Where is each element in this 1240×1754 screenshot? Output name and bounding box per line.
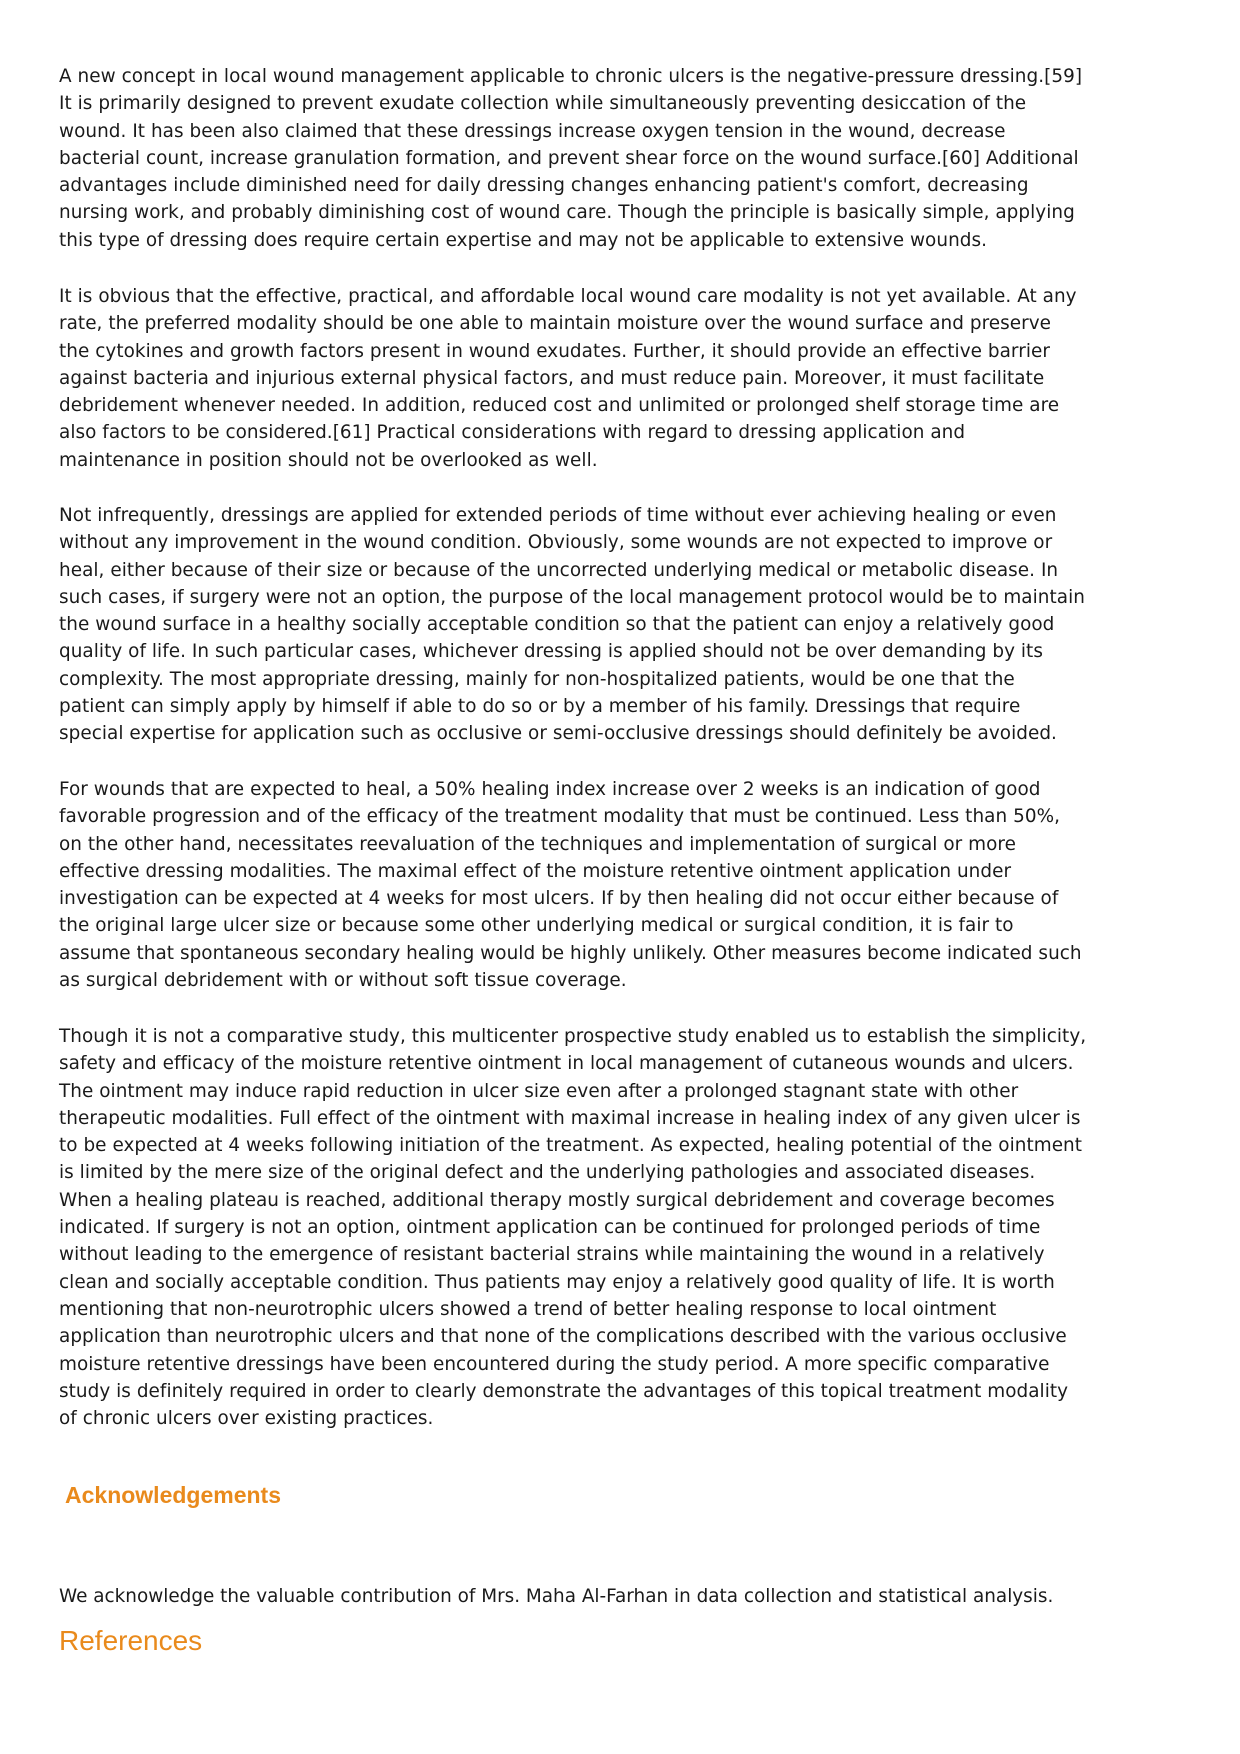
text-line: mentioning that non-neurotrophic ulcers showed a trend of better healing response to local ointment [59, 1298, 997, 1320]
text-line: heal, either because of their size or because of the uncorrected underlying medical or metabolic disease. In [59, 559, 1059, 581]
text-line: A new concept in local wound management applicable to chronic ulcers is the negative-pressure dressing.[59] [59, 66, 1083, 87]
text-line: without any improvement in the wound condition. Obviously, some wounds are not expected to improve or [59, 532, 1053, 554]
text-line: special expertise for application such as occlusive or semi-occlusive dressings should definitely be avoided. [59, 723, 1057, 745]
paragraph-conclusion [59, 1023, 1099, 1432]
text-line: quality of life. In such particular cases, whichever dressing is applied should not be over demanding by its [59, 641, 1043, 663]
text-line: as surgical debridement with or without soft tissue coverage. [59, 970, 627, 992]
text-line: wound. It has been also claimed that these dressings increase oxygen tension in the wound, decrease [59, 120, 1006, 142]
text-line: It is obvious that the effective, practical, and affordable local wound care modality is not yet available. At any [59, 286, 1077, 307]
paragraph-preferred-modality [59, 283, 1099, 474]
text-line: The ointment may induce rapid reduction in ulcer size even after a prolonged stagnant state with other [59, 1080, 1019, 1102]
text-line: For wounds that are expected to heal, a 50% healing index increase over 2 weeks is an indication of good [59, 779, 1041, 800]
text-line: such cases, if surgery were not an option, the purpose of the local management protocol would be to maintain [59, 586, 1085, 608]
text-line: favorable progression and of the efficacy of the treatment modality that must be continued. Less than 50%, [59, 806, 1060, 828]
text-line: clean and socially acceptable condition. Thus patients may enjoy a relatively good quality of life. It is worth [59, 1271, 1055, 1293]
text-line: also factors to be considered.[61] Practical considerations with regard to dressing application and [59, 422, 966, 444]
text-line: is limited by the mere size of the original defect and the underlying pathologies and associated diseases. [59, 1162, 1036, 1184]
text-line: study is definitely required in order to clearly demonstrate the advantages of this topical treatment modality [59, 1380, 1069, 1402]
paragraph-extended-dressings [59, 502, 1099, 748]
text-line: maintenance in position should not be overlooked as well. [59, 449, 598, 471]
text-line: Though it is not a comparative study, this multicenter prospective study enabled us to establish the simplicity, [59, 1026, 1087, 1047]
text-line: the original large ulcer size or because some other underlying medical or surgical condition, it is fair to [59, 915, 1014, 937]
text-line: safety and efficacy of the moisture retentive ointment in local management of cutaneous wounds and ulcers. [59, 1053, 1074, 1075]
acknowledgements-text: We acknowledge the valuable contribution of Mrs. Maha Al-Farhan in data collection and statistical analysis. [59, 1586, 1054, 1607]
text-line: therapeutic modalities. Full effect of the ointment with maximal increase in healing index of any given ulcer is [59, 1107, 1081, 1129]
references-heading: References [59, 1625, 203, 1656]
text-line: effective dressing modalities. The maximal effect of the moisture retentive ointment application under [59, 860, 1012, 882]
text-line: the wound surface in a healthy socially acceptable condition so that the patient can enjoy a relatively good [59, 614, 1055, 636]
text-line: bacterial count, increase granulation formation, and prevent shear force on the wound surface.[60] Additional [59, 147, 1079, 169]
text-line: investigation can be expected at 4 weeks for most ulcers. If by then healing did not occur either because of [59, 888, 1059, 910]
text-line: advantages include diminished need for daily dressing changes enhancing patient's comfort, decreasing [59, 175, 1029, 197]
text-line: on the other hand, necessitates reevaluation of the techniques and implementation of surgical or more [59, 833, 1016, 855]
text-line: this type of dressing does require certain expertise and may not be applicable to extensive wounds. [59, 229, 988, 251]
text-line: rate, the preferred modality should be one able to maintain moisture over the wound surface and preserve [59, 313, 1052, 335]
text-line: the cytokines and growth factors present in wound exudates. Further, it should provide an effective barrier [59, 340, 1050, 362]
text-line: It is primarily designed to prevent exudate collection while simultaneously preventing desiccation of the [59, 93, 1027, 115]
text-line: Not infrequently, dressings are applied for extended periods of time without ever achieving healing or even [59, 505, 1057, 526]
text-line: nursing work, and probably diminishing cost of wound care. Though the principle is basically simple, applying [59, 202, 1075, 224]
acknowledgements-heading: Acknowledgements [65, 1482, 281, 1508]
text-line: against bacteria and injurious external physical factors, and must reduce pain. Moreover, it must facilitate [59, 367, 1045, 389]
text-line: complexity. The most appropriate dressing, mainly for non-hospitalized patients, would be one that the [59, 668, 1015, 690]
text-line: application than neurotrophic ulcers and that none of the complications described with the various occlusive [59, 1326, 1067, 1348]
text-line: to be expected at 4 weeks following initiation of the treatment. As expected, healing potential of the ointment [59, 1135, 1083, 1157]
paragraph-healing-index [59, 776, 1099, 994]
text-line: without leading to the emergence of resistant bacterial strains while maintaining the wound in a relatively [59, 1244, 1045, 1266]
text-line: indicated. If surgery is not an option, ointment application can be continued for prolonged periods of time [59, 1217, 1041, 1239]
text-line: assume that spontaneous secondary healing would be highly unlikely. Other measures become indicated such [59, 942, 1082, 964]
paragraph-negative-pressure-dressing [59, 63, 1099, 254]
text-line: of chronic ulcers over existing practices. [59, 1408, 434, 1430]
text-line: patient can simply apply by himself if able to do so or by a member of his family. Dressings that require [59, 696, 1021, 718]
text-line: When a healing plateau is reached, additional therapy mostly surgical debridement and coverage becomes [59, 1189, 1055, 1211]
text-line: debridement whenever needed. In addition, reduced cost and unlimited or prolonged shelf storage time are [59, 395, 1060, 417]
text-line: moisture retentive dressings have been encountered during the study period. A more specific comparative [59, 1353, 1050, 1375]
